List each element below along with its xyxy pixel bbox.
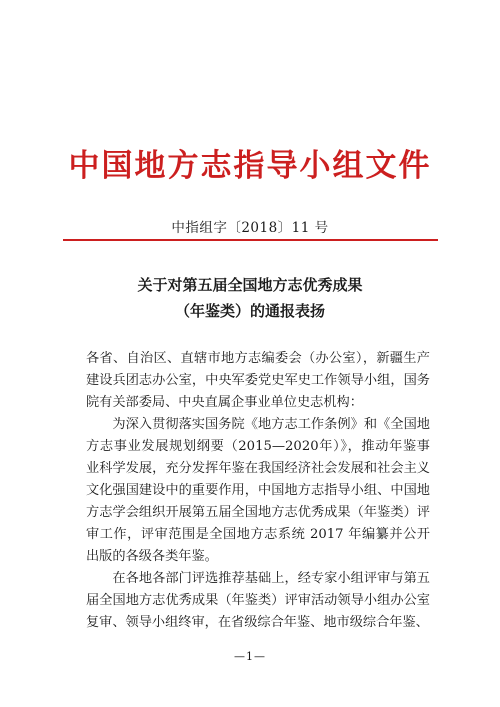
page-number: —1— <box>234 650 266 663</box>
document-title-line-2: （年鉴类）的通报表扬 <box>174 302 325 320</box>
document-number: 中指组字〔2018〕11 号 <box>171 220 329 236</box>
header-red-rule <box>63 239 438 241</box>
body-paragraph: 为深入贯彻落实国务院《地方志工作条例》和《全国地方志事业发展规划纲要（2015—2020年）》，推动年鉴事业科学发展，充分发挥年鉴在我国经济社会发展和社会主义文化强国建设中的重要作用，中国地方志指导小组、中国地方志学会组织开展第五届全国地方志优秀成果（年鉴类）评审工作，评审范围是全国地方志系统 2017 年编纂并公开出版的各级各类年鉴。 <box>86 417 430 564</box>
body-paragraph: 在各地各部门评选推荐基础上，经专家小组评审与第五届全国地方志优秀成果（年鉴类）评审活动领导小组办公室复审、领导小组终审，在省级综合年鉴、地市级综合年鉴、 <box>86 571 430 630</box>
document-title-line-1: 关于对第五届全国地方志优秀成果 <box>137 276 363 294</box>
document-body <box>86 348 430 634</box>
document-header-title: 中国地方志指导小组文件 <box>68 148 432 184</box>
salutation-paragraph: 各省、自治区、直辖市地方志编委会（办公室），新疆生产建设兵团志办公室，中央军委党史军史工作领导小组，国务院有关部委局、中央直属企事业单位史志机构： <box>86 351 430 410</box>
